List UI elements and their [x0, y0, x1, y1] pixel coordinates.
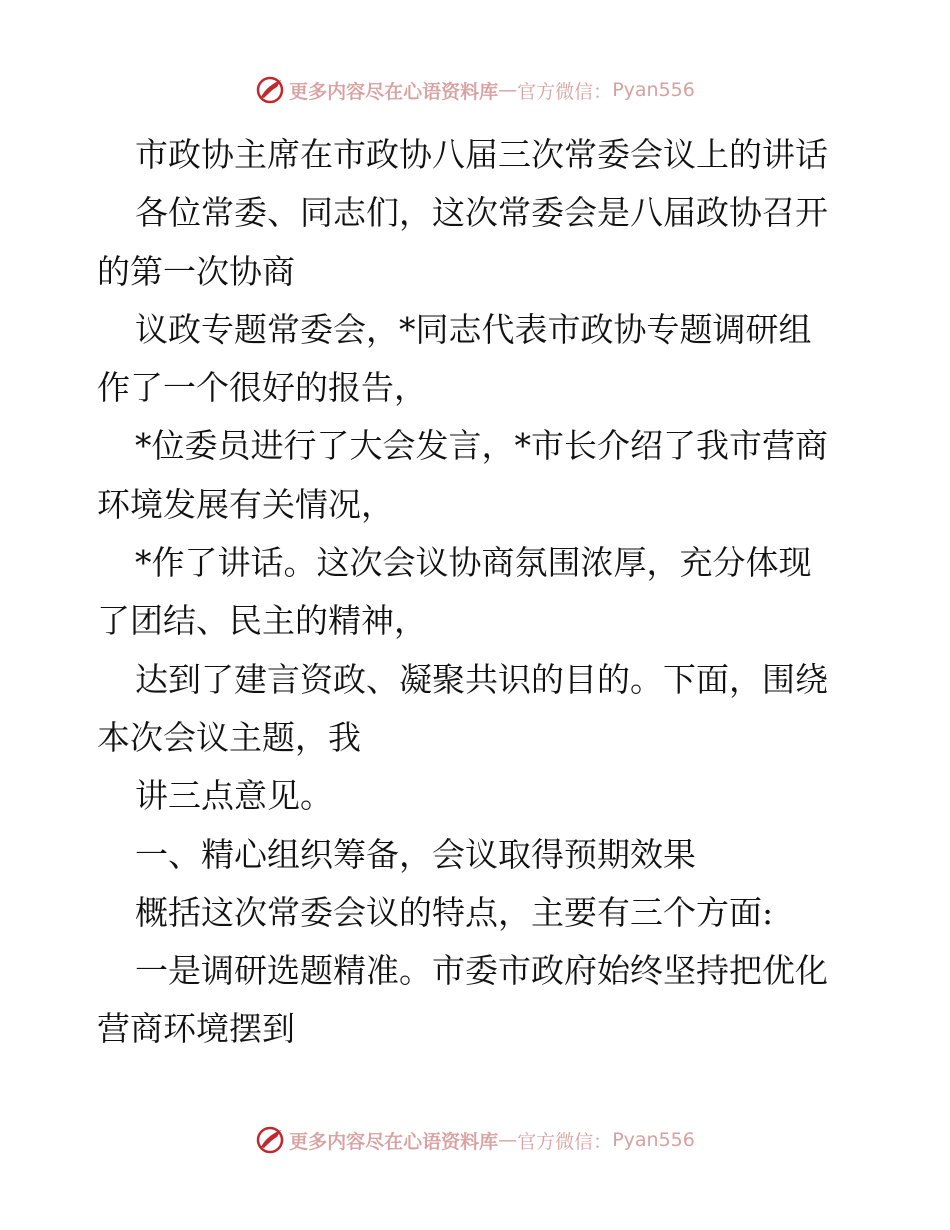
- watermark-brand-text: 更多内容尽在心语资料库: [289, 80, 499, 103]
- watermark-wechat-handle: Pyan556: [612, 79, 695, 101]
- document-body: [97, 126, 857, 1059]
- paragraph-line: 各位常委、同志们，这次常委会是八届政协召开: [135, 193, 828, 233]
- paragraph-line: 环境发展有关情况，: [97, 484, 394, 524]
- paragraph-line: 本次会议主题，我: [97, 717, 361, 757]
- document-title-line: 市政协主席在市政协八届三次常委会议上的讲话: [135, 135, 828, 174]
- brand-logo-icon: [255, 1125, 285, 1155]
- watermark-dash: —: [498, 79, 518, 101]
- paragraph-line: 达到了建言资政、凝聚共识的目的。下面，围绕: [135, 659, 828, 699]
- paragraph-line: 了团结、民主的精神，: [97, 601, 427, 641]
- section-heading-line: 一、精心组织筹备，会议取得预期效果: [135, 834, 696, 874]
- watermark-wechat-label: 官方微信：: [517, 1130, 613, 1153]
- footer-watermark-banner: [0, 1122, 950, 1158]
- paragraph-line: 的第一次协商: [97, 251, 295, 291]
- paragraph-line: 议政专题常委会，*同志代表市政协专题调研组: [135, 309, 812, 349]
- paragraph-line: 概括这次常委会议的特点，主要有三个方面:: [135, 892, 774, 932]
- watermark-brand-text: 更多内容尽在心语资料库: [289, 1130, 499, 1153]
- paragraph-line: 讲三点意见。: [135, 776, 333, 816]
- watermark-wechat-label: 官方微信：: [517, 80, 613, 103]
- paragraph-line: *作了讲话。这次会议协商氛围浓厚，充分体现: [135, 543, 812, 583]
- paragraph-line: 一是调研选题精准。市委市政府始终坚持把优化: [135, 951, 828, 991]
- brand-logo-icon: [255, 75, 285, 105]
- watermark-wechat-handle: Pyan556: [612, 1129, 695, 1151]
- paragraph-line: 营商环境摆到: [97, 1009, 295, 1049]
- watermark-dash: —: [498, 1129, 518, 1151]
- paragraph-line: 作了一个很好的报告，: [97, 368, 427, 408]
- header-watermark-banner: [0, 72, 950, 108]
- paragraph-line: *位委员进行了大会发言，*市长介绍了我市营商: [135, 426, 828, 466]
